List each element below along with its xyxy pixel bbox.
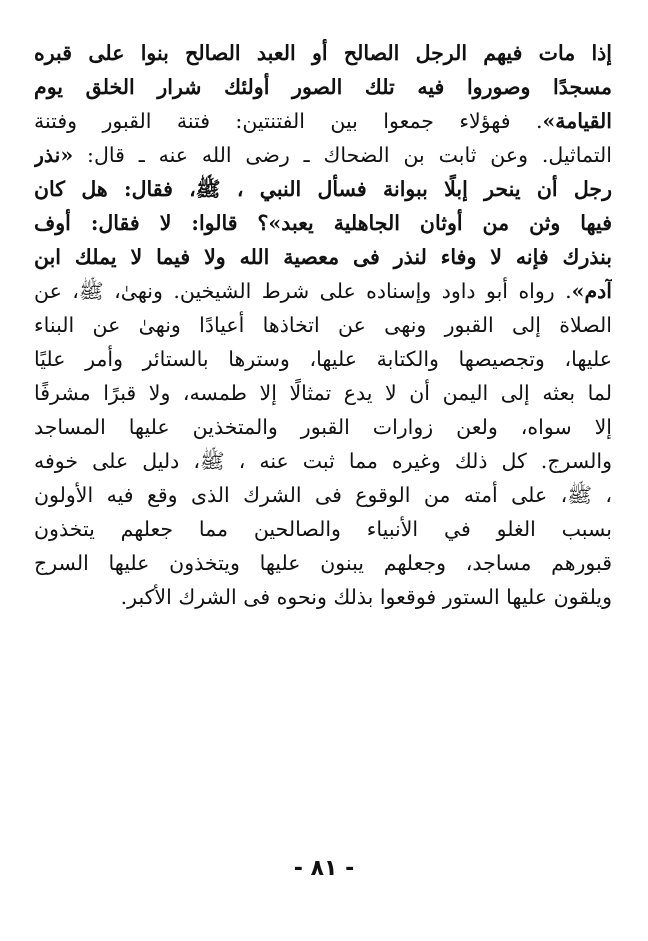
bold-text: القيامة» (542, 109, 612, 133)
regular-text: . رواه أبو داود وإسناده على شرط الشيخين. ونهىٰ، ﷺ، عن (34, 279, 572, 303)
regular-text: والسرج. كل ذلك وغيره مما ثبت عنه ، ﷺ، دليل على خوفه (34, 449, 612, 473)
text-line (34, 410, 612, 444)
text-line (34, 274, 612, 308)
text-line (34, 512, 612, 546)
text-line (34, 546, 612, 580)
text-line (34, 342, 612, 376)
text-line (34, 580, 612, 614)
text-line (34, 478, 612, 512)
bold-text: «نذر (34, 143, 74, 167)
bold-text: بنذرك فإنه لا وفاء لنذر فى معصية الله ولا فيما لا يملك ابن (34, 245, 612, 269)
regular-text: عليها، وتجصيصها والكتابة عليها، وسترها بالستائر وأمر عليًا (34, 347, 612, 371)
text-line (34, 138, 612, 172)
bold-text: إذا مات فيهم الرجل الصالح أو العبد الصالح بنوا على قبره (34, 41, 612, 65)
bold-text: آدم» (571, 279, 612, 303)
text-line (34, 376, 612, 410)
text-line (34, 240, 612, 274)
body-text (34, 36, 612, 614)
text-line (34, 172, 612, 206)
regular-text: بسبب الغلو في الأنبياء والصالحين مما جعلهم يتخذون (34, 517, 612, 541)
text-line (34, 308, 612, 342)
regular-text: ويلقون عليها الستور فوقعوا بذلك ونحوه فى الشرك الأكبر. (120, 585, 612, 609)
bold-text: فيها وثن من أوثان الجاهلية يعبد»؟ قالوا: لا فقال: أوف (34, 211, 612, 235)
bold-text: رجل أن ينحر إبلًا ببوانة فسأل النبي ، ﷺ، فقال: هل كان (34, 177, 612, 201)
regular-text: التماثيل. وعن ثابت بن الضحاك ـ رضى الله عنه ـ قال: (73, 143, 612, 167)
regular-text: ، ﷺ، على أمته من الوقوع فى الشرك الذى وقع فيه الأولون (34, 483, 612, 507)
regular-text: قبورهم مساجد، وجعلهم يبنون عليها ويتخذون عليها السرج (34, 551, 612, 575)
page-number: - ٨١ - (293, 856, 355, 881)
text-line (34, 36, 612, 70)
regular-text: لما بعثه إلى اليمن أن لا يدع تمثالًا إلا طمسه، ولا قبرًا مشرفًا (34, 381, 612, 405)
bold-text: مسجدًا وصوروا فيه تلك الصور أولئك شرار الخلق يوم (34, 75, 612, 99)
regular-text: . فهؤلاء جمعوا بين الفتنتين: فتنة القبور وفتنة (34, 109, 543, 133)
text-line (34, 70, 612, 104)
text-line (34, 444, 612, 478)
regular-text: الصلاة إلى القبور ونهى عن اتخاذها أعيادًا ونهىٰ عن البناء (34, 313, 612, 337)
text-line (34, 206, 612, 240)
text-line (34, 104, 612, 138)
regular-text: إلا سواه، ولعن زوارات القبور والمتخذين عليها المساجد (34, 415, 612, 439)
